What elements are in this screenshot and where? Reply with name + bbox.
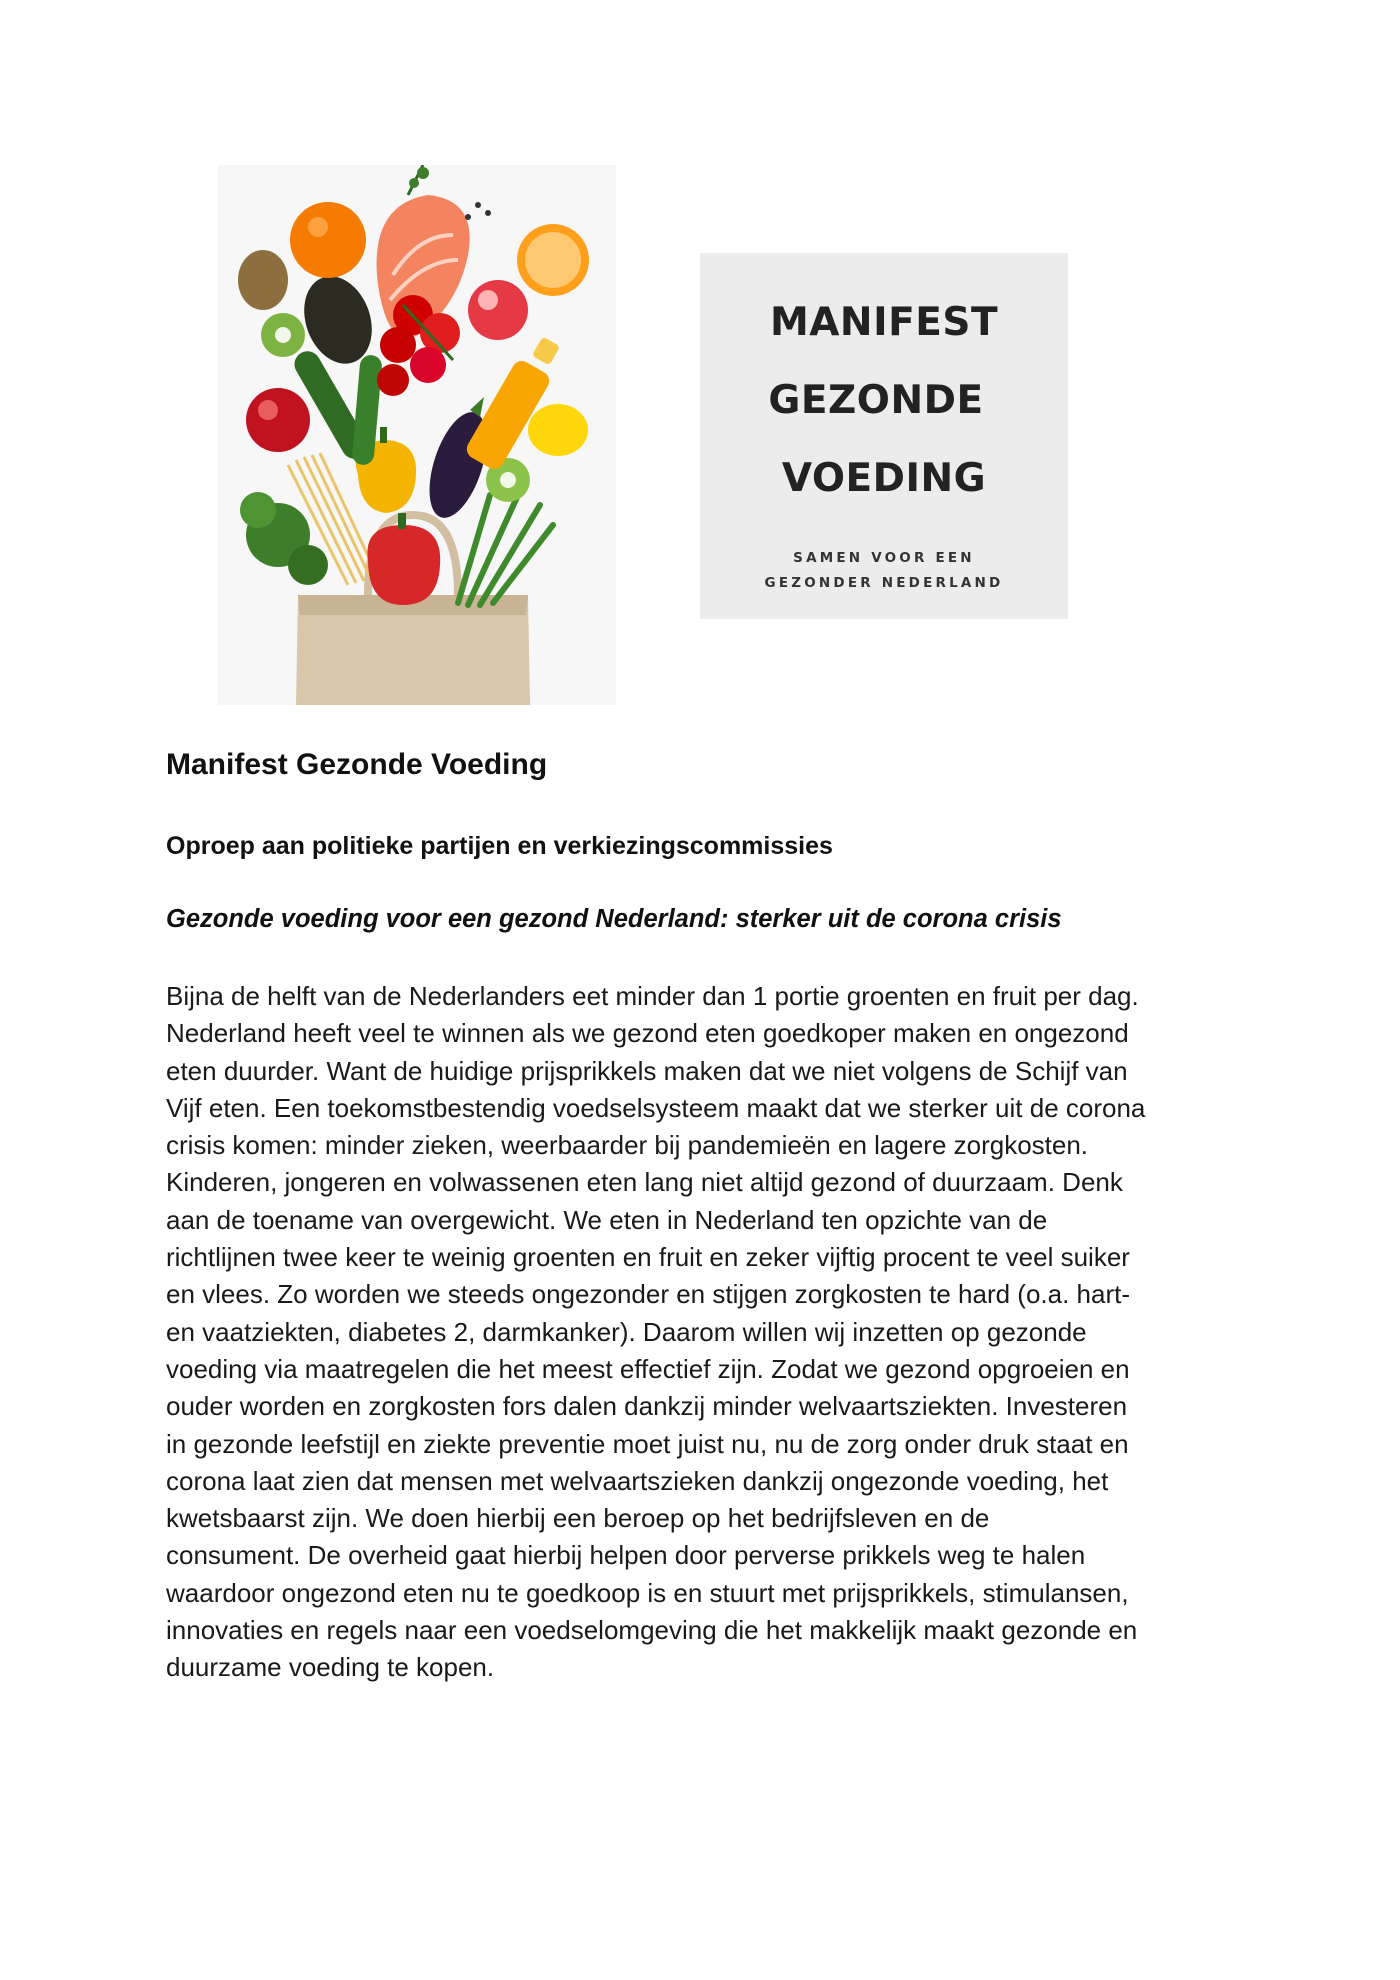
- body-line: innovaties en regels naar een voedselomgeving die het makkelijk maakt gezonde en: [166, 1615, 1138, 1646]
- logo-line-gezonde: GEZONDE: [768, 378, 984, 423]
- body-line: Kinderen, jongeren en volwassenen eten lang niet altijd gezond of duurzaam. Denk: [166, 1167, 1123, 1198]
- logo-subline-2: GEZONDER NEDERLAND: [764, 575, 1004, 591]
- body-line: corona laat zien dat mensen met welvaartszieken dankzij ongezonde voeding, het: [166, 1465, 1109, 1496]
- body-line: richtlijnen twee keer te weinig groenten en fruit en zeker vijftig procent te veel suiker: [166, 1242, 1130, 1273]
- logo-line-voeding: VOEDING: [781, 456, 987, 501]
- body-line: kwetsbaarst zijn. We doen hierbij een beroep op het bedrijfsleven en de: [166, 1503, 990, 1534]
- body-line: waardoor ongezond eten nu te goedkoop is en stuurt met prijsprikkels, stimulansen,: [166, 1577, 1129, 1608]
- body-line: en vaatziekten, diabetes 2, darmkanker). Daarom willen wij inzetten op gezonde: [166, 1316, 1087, 1347]
- body-line: aan de toename van overgewicht. We eten in Nederland ten opzichte van de: [166, 1204, 1048, 1235]
- body-line: in gezonde leefstijl en ziekte preventie moet juist nu, nu de zorg onder druk staat en: [166, 1428, 1129, 1459]
- body-line: Vijf eten. Een toekomstbestendig voedselsysteem maakt dat we sterker uit de corona: [166, 1092, 1146, 1123]
- manifest-logo-box: [700, 253, 1068, 619]
- document-tagline: Gezonde voeding voor een gezond Nederland: sterker uit de corona crisis: [166, 905, 1062, 933]
- body-line: duurzame voeding te kopen.: [166, 1652, 495, 1683]
- body-line: eten duurder. Want de huidige prijsprikkels maken dat we niet volgens de Schijf van: [166, 1055, 1128, 1086]
- body-line: voeding via maatregelen die het meest effectief zijn. Zodat we gezond opgroeien en: [166, 1353, 1130, 1384]
- food-bag-illustration: [218, 165, 616, 705]
- logo-line-manifest: MANIFEST: [769, 300, 999, 345]
- body-line: Nederland heeft veel te winnen als we gezond eten goedkoper maken en ongezond: [166, 1018, 1129, 1049]
- document-subtitle: Oproep aan politieke partijen en verkiezingscommissies: [166, 832, 833, 860]
- body-line: crisis komen: minder zieken, weerbaarder bij pandemieën en lagere zorgkosten.: [166, 1130, 1089, 1161]
- body-line: ouder worden en zorgkosten fors dalen dankzij minder welvaartsziekten. Investeren: [166, 1391, 1128, 1422]
- body-line: consument. De overheid gaat hierbij helpen door perverse prikkels weg te halen: [166, 1540, 1086, 1571]
- body-paragraph: [166, 978, 1276, 1687]
- body-line: Bijna de helft van de Nederlanders eet minder dan 1 portie groenten en fruit per dag.: [166, 981, 1139, 1011]
- logo-subline-1: SAMEN VOOR EEN: [793, 550, 975, 566]
- body-line: en vlees. Zo worden we steeds ongezonder en stijgen zorgkosten te hard (o.a. hart-: [166, 1279, 1131, 1310]
- document-title: Manifest Gezonde Voeding: [166, 748, 548, 781]
